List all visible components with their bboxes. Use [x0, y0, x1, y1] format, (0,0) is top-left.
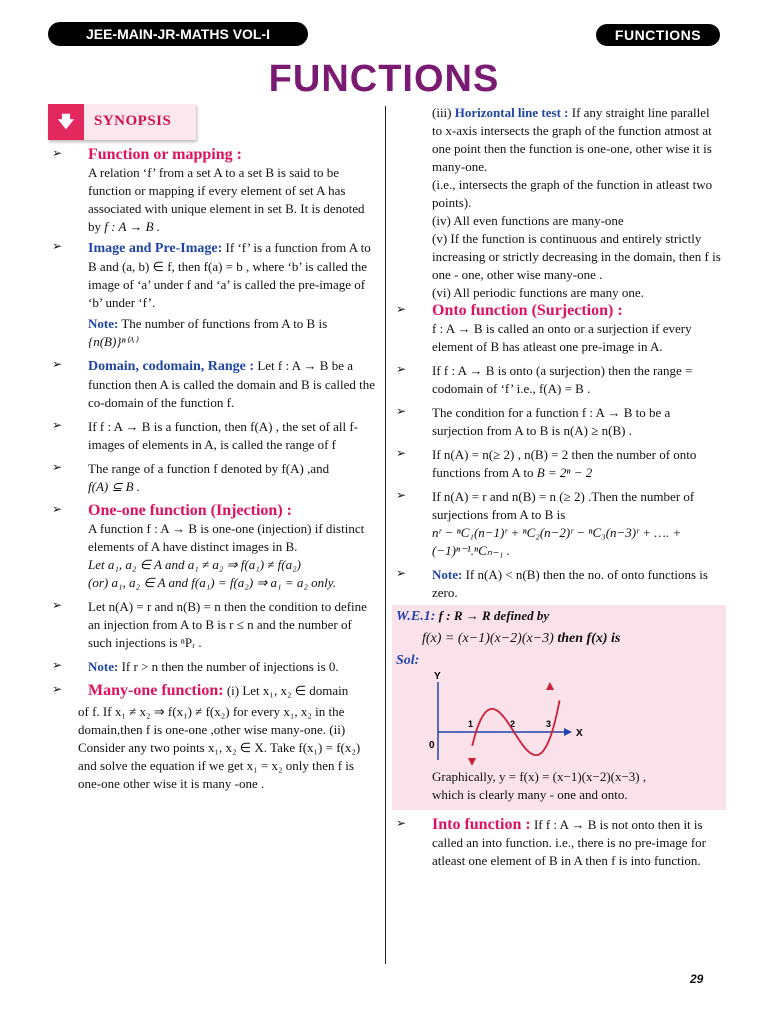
note-label: Note: — [88, 659, 119, 674]
bullet-arrow-icon: ➢ — [396, 362, 407, 376]
column-divider — [385, 106, 386, 964]
injections-text: Let n(A) = r and n(B) = n then the condition to define an injection from A to B is r ≤ n and the number of such injections is ⁿPᵣ . — [88, 599, 367, 650]
onto-count-text: If n(A) = n(≥ 2) , n(B) = 2 then the number of onto functions from A to — [432, 447, 697, 480]
list-item — [396, 566, 722, 602]
tick-label: 2 — [510, 719, 516, 729]
list-item — [396, 816, 722, 870]
synopsis-banner — [48, 104, 196, 140]
horizontal-line-test — [396, 104, 722, 176]
manyone-cont: of f. If x₁ ≠ x₂ ⇒ f(x₁) ≠ f(x₂) for every x₁, x₂ in the domain,then f is one-one ,other wise many-one. (ii) Consider any two points x₁, x₂ ∈ X. Take f(x₁) = f(x₂) and solve the equation if we get x₁ = x₂ only then f is one-one other wise it is many -one . — [78, 704, 361, 791]
oneone-cond: Let a₁, a₂ ∈ A and a₁ ≠ a₂ ⇒ f(a₁) ≠ f(a₂) — [88, 557, 301, 572]
bullet-arrow-icon: ➢ — [52, 598, 63, 612]
bullet-arrow-icon: ➢ — [52, 418, 63, 432]
graphically-text: Graphically, y = f(x) = (x−1)(x−2)(x−3) , — [432, 769, 647, 784]
surjection-count-text: If n(A) = r and n(B) = n (≥ 2) .Then the number of surjections from A to B is — [432, 489, 695, 522]
curve-down-arrow-icon — [468, 758, 476, 766]
onto-range-text: If f : A → B is onto (a surjection) then the range = codomain of ‘f’ i.e., f(A) = B . — [432, 363, 693, 396]
note-text: The number of functions from A to B is — [121, 316, 328, 331]
list-item — [396, 488, 722, 560]
bullet-arrow-icon: ➢ — [396, 816, 407, 830]
even-text: (iv) All even functions are many-one — [432, 213, 624, 228]
list-item — [52, 502, 378, 592]
bullet-arrow-icon: ➢ — [52, 502, 63, 516]
range-set-text: If f : A → B is a function, then f(A) , the set of all f-images of elements in A, is called the range of f — [88, 419, 359, 452]
list-item — [52, 598, 378, 652]
list-item — [52, 239, 378, 312]
cubic-graph — [396, 670, 596, 768]
note-label: Note: — [88, 316, 119, 331]
conclusion-text: which is clearly many - one and onto. — [432, 787, 628, 802]
left-column — [52, 146, 378, 793]
page-number: 29 — [690, 972, 704, 986]
note-label: Note: — [432, 567, 463, 582]
y-axis-label: Y — [434, 671, 441, 682]
list-item — [52, 460, 378, 496]
tick-label: 1 — [468, 719, 474, 729]
hlt-prefix: (iii) — [432, 105, 452, 120]
list-item — [52, 418, 378, 454]
we-text: f : R → R defined by — [438, 608, 550, 623]
note-block — [52, 315, 378, 351]
heading-onto: Onto function (Surjection) : — [432, 302, 623, 319]
range-math: f(A) ⊆ B . — [88, 479, 141, 494]
continuous-text: (v) If the function is continuous and entirely strictly increasing or strictly decreasing in the domain, then f is one - one, other wise many-one . — [432, 231, 721, 282]
surjection-formula: nʳ − ⁿC₁(n−1)ʳ + ⁿC₂(n−2)ʳ − ⁿC₃(n−3)ʳ + …. + (−1)ⁿ⁻¹.ⁿCₙ₋₁ . — [432, 525, 682, 558]
x-axis-label: X — [576, 728, 583, 739]
domain-text: Let f : A → B be a function then A is called the domain and B is called the co-domain of the function f. — [88, 358, 376, 410]
hlt-text: If any straight line parallel to x-axis intersects the graph of the function atmost at one point then the function is one-one, other wise it is many-one. — [432, 105, 712, 174]
oneone-cond-alt: (or) a₁, a₂ ∈ A and f(a₁) = f(a₂) ⇒ a₁ = a₂ only. — [88, 575, 337, 590]
origin-label: 0 — [429, 740, 435, 751]
oneone-def: A function f : A → B is one-one (injection) if distinct elements of A have distinct images in B. — [88, 521, 365, 554]
bullet-arrow-icon: ➢ — [396, 404, 407, 418]
mapping-text: A relation ‘f’ from a set A to a set B is said to be function or mapping if every element of set A has associated with unique element in set B. It is denoted by — [88, 165, 365, 234]
header-book-title: JEE-MAIN-JR-MATHS VOL-I — [48, 22, 308, 46]
bullet-arrow-icon: ➢ — [396, 302, 407, 316]
note-math: {n(B)}ⁿ⁽ᴬ⁾ — [88, 334, 138, 349]
periodic-text: (vi) All periodic functions are many one. — [432, 285, 644, 300]
we-then: then f(x) is — [557, 631, 621, 646]
x-axis-arrow-icon — [564, 728, 572, 736]
header-chapter: FUNCTIONS — [596, 24, 720, 46]
list-item — [396, 302, 722, 356]
note-text: If n(A) < n(B) then the no. of onto functions is zero. — [432, 567, 708, 600]
list-item — [396, 446, 722, 482]
bullet-arrow-icon: ➢ — [52, 682, 63, 696]
list-item — [396, 404, 722, 440]
bullet-arrow-icon: ➢ — [52, 146, 63, 160]
surjection-condition: The condition for a function f : A → B to be a surjection from A to B is n(A) ≥ n(B) . — [432, 405, 671, 438]
note-text: If r > n then the number of injections is 0. — [121, 659, 339, 674]
bullet-arrow-icon: ➢ — [396, 566, 407, 580]
list-item — [52, 357, 378, 412]
worked-example — [392, 605, 726, 810]
bullet-arrow-icon: ➢ — [52, 357, 63, 371]
we-label: W.E.1: — [396, 609, 436, 624]
onto-count-math: B = 2ⁿ − 2 — [536, 465, 593, 480]
curve-up-arrow-icon — [546, 682, 554, 690]
tick-label: 3 — [546, 719, 552, 729]
bullet-arrow-icon: ➢ — [52, 658, 63, 672]
list-item — [52, 682, 378, 700]
heading-domain: Domain, codomain, Range : — [88, 359, 255, 374]
we-sol: Sol: — [396, 653, 420, 668]
page-title: FUNCTIONS — [268, 58, 500, 100]
bullet-arrow-icon: ➢ — [52, 460, 63, 474]
onto-text: f : A → B is called an onto or a surjection if every element of B has atleast one pre-image in A. — [432, 321, 692, 354]
heading-oneone: One-one function (Injection) : — [88, 502, 292, 519]
right-column — [396, 104, 722, 873]
mapping-math: f : A → B . — [104, 219, 161, 234]
heading-image: Image and Pre-Image: — [88, 241, 223, 256]
heading-mapping: Function or mapping : — [88, 146, 242, 163]
image-text: If ‘f’ is a function from A to B and (a, b) ∈ f, then f(a) = b , where ‘b’ is called the image of ‘a’ under f and ‘a’ is called the pre-image of ‘b’ under ‘f’. — [88, 240, 371, 310]
down-arrow-icon: 🡇 — [48, 104, 84, 140]
bullet-arrow-icon: ➢ — [396, 446, 407, 460]
heading-into: Into function : — [432, 816, 531, 833]
synopsis-label: SYNOPSIS — [94, 113, 172, 129]
ie-text: (i.e., intersects the graph of the function in atleast two points). — [432, 177, 713, 210]
hlt-heading: Horizontal line test : — [454, 105, 569, 120]
into-text: If f : A → B is not onto then it is called an into function. i.e., there is no pre-image for atleast one element of B in A then f is into function. — [432, 817, 706, 868]
list-item — [52, 146, 378, 236]
bullet-arrow-icon: ➢ — [52, 239, 63, 253]
range-def-text: The range of a function f denoted by f(A) ,and — [88, 461, 330, 476]
list-item — [396, 362, 722, 398]
manyone-text: (i) Let x₁, x₂ ∈ domain — [226, 683, 349, 698]
list-item — [52, 658, 378, 676]
heading-manyone: Many-one function: — [88, 682, 224, 699]
we-equation: f(x) = (x−1)(x−2)(x−3) — [422, 631, 554, 646]
bullet-arrow-icon: ➢ — [396, 488, 407, 502]
